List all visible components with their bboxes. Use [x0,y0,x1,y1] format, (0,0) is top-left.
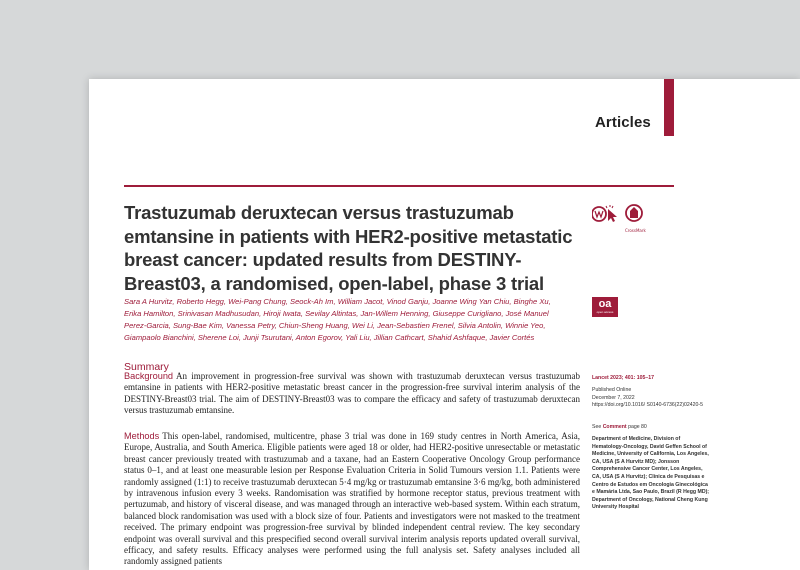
see-comment [592,424,712,432]
methods-paragraph [124,431,580,568]
crossmark-icon[interactable] [626,205,642,221]
crossmark-label: CrossMark [625,228,646,233]
publication-info [592,387,712,410]
journal-accent-bar [664,79,674,136]
article-page [89,79,800,570]
summary-heading: Summary [124,361,169,373]
background-label: Background [124,371,174,381]
published-date: December 7, 2022 [592,394,635,401]
oa-label: oa [598,298,612,310]
background-text: An improvement in progression-free survival was shown with trastuzumab deruxtecan versus trastuzumab emtansine in patients with HER2-positive metastatic breast cancer in the progression-free survival interim analysis of the DESTINY-Breast03 trial. The aim of DESTINY-Breast03 was to compare the efficacy and safety of trastuzumab deruxtecan versus trastuzumab emtansine. [124,371,580,416]
published-label: Published Online [592,387,632,393]
lookup-cursor-icon[interactable] [592,205,617,222]
author-list: Sara A Hurvitz, Roberto Hegg, Wei-Pang Chung, Seock-Ah Im, William Jacot, Vinod Ganju, Joanne Wing Yan Chiu, Binghe Xu, Erika Hamilton, Srinivasan Madhusudan, Hiroji Iwata, Sevilay Altintas, Jan-Willem Henning, Giuseppe Curigliano, José Manuel Perez-Garcia, Sung-Bae Kim, Vanessa Petry, Chiun-Sheng Huang, Wei Li, Jean-Sebastien Frenel, Silvia Antolin, Winnie Yeo, Giampaolo Bianchini, Sherene Loi, Junji Tsurutani, Anton Egorov, Yali Liu, Jillian Cathcart, Shahid Ashfaque, Javier Cortés [124,297,551,342]
methods-text: This open-label, randomised, multicentre, phase 3 trial was done in 169 study centres in North America, Asia, Europe, Australia, and South America. Eligible patients were aged 18 or older, had HER2-positive unresectable or metastatic breast cancer previously treated with trastuzumab and a taxane, had an Eastern Cooperative Oncology Group performance status 0–1, and at least one measurable lesion per Response Evaluation Criteria in Solid Tumours version 1.1. Patients were randomly assigned (1:1) to receive trastuzumab deruxtecan 5·4 mg/kg or trastuzumab emtansine 3·6 mg/kg, both administered by intravenous infusion every 3 weeks. Randomisation was stratified by hormone receptor status, previous treatment with pertuzumab, and history of visceral disease, and was managed through an interactive web-based system. Within each stratum, balanced block randomisation was used with a block size of four. Patients and investigators were not masked to the treatment received. The primary endpoint was progression-free survival by blinded independent central review. The key secondary endpoint was overall survival and this prespecified second overall survival interim analysis reports updated overall survival, efficacy, and safety results. Efficacy analyses were performed using the full analysis set. Safety analyses included all randomly assigned patients [124,431,580,567]
affiliations: Department of Medicine, Division of Hematology-Oncology, David Geffen School of Medicine, University of California, Los Angeles, CA, USA (S A Hurvitz MD); Jonsson Comprehensive Cancer Center, Los Angeles, CA, USA (S A Hurvitz); Clínica de Pesquisas e Centro de Estudos em Oncologia Ginecológica e Mamária Ltda, Sao Paulo, Brazil (R Hegg MD); Department of Oncology, National Cheng Kung University Hospital [592,436,710,511]
section-label: Articles [595,114,651,131]
citation: Lancet 2023; 401: 105–17 [592,375,655,381]
article-title: Trastuzumab deruxtecan versus trastuzumab emtansine in patients with HER2-positive metastatic breast cancer: updated results from DESTINY-Breast03, a randomised, open-label, phase 3 trial [124,202,573,294]
header-rule [124,185,674,187]
oa-sublabel: open access [596,310,614,314]
background-paragraph [124,371,580,417]
methods-label: Methods [124,431,160,441]
open-access-badge [592,297,618,317]
comment-link[interactable]: Comment [602,424,627,430]
doi-link[interactable]: https://doi.org/10.1016/ S0140-6736(22)02420-5 [592,402,704,409]
see-suffix: page 80 [628,424,647,430]
see-prefix: See [592,424,602,430]
